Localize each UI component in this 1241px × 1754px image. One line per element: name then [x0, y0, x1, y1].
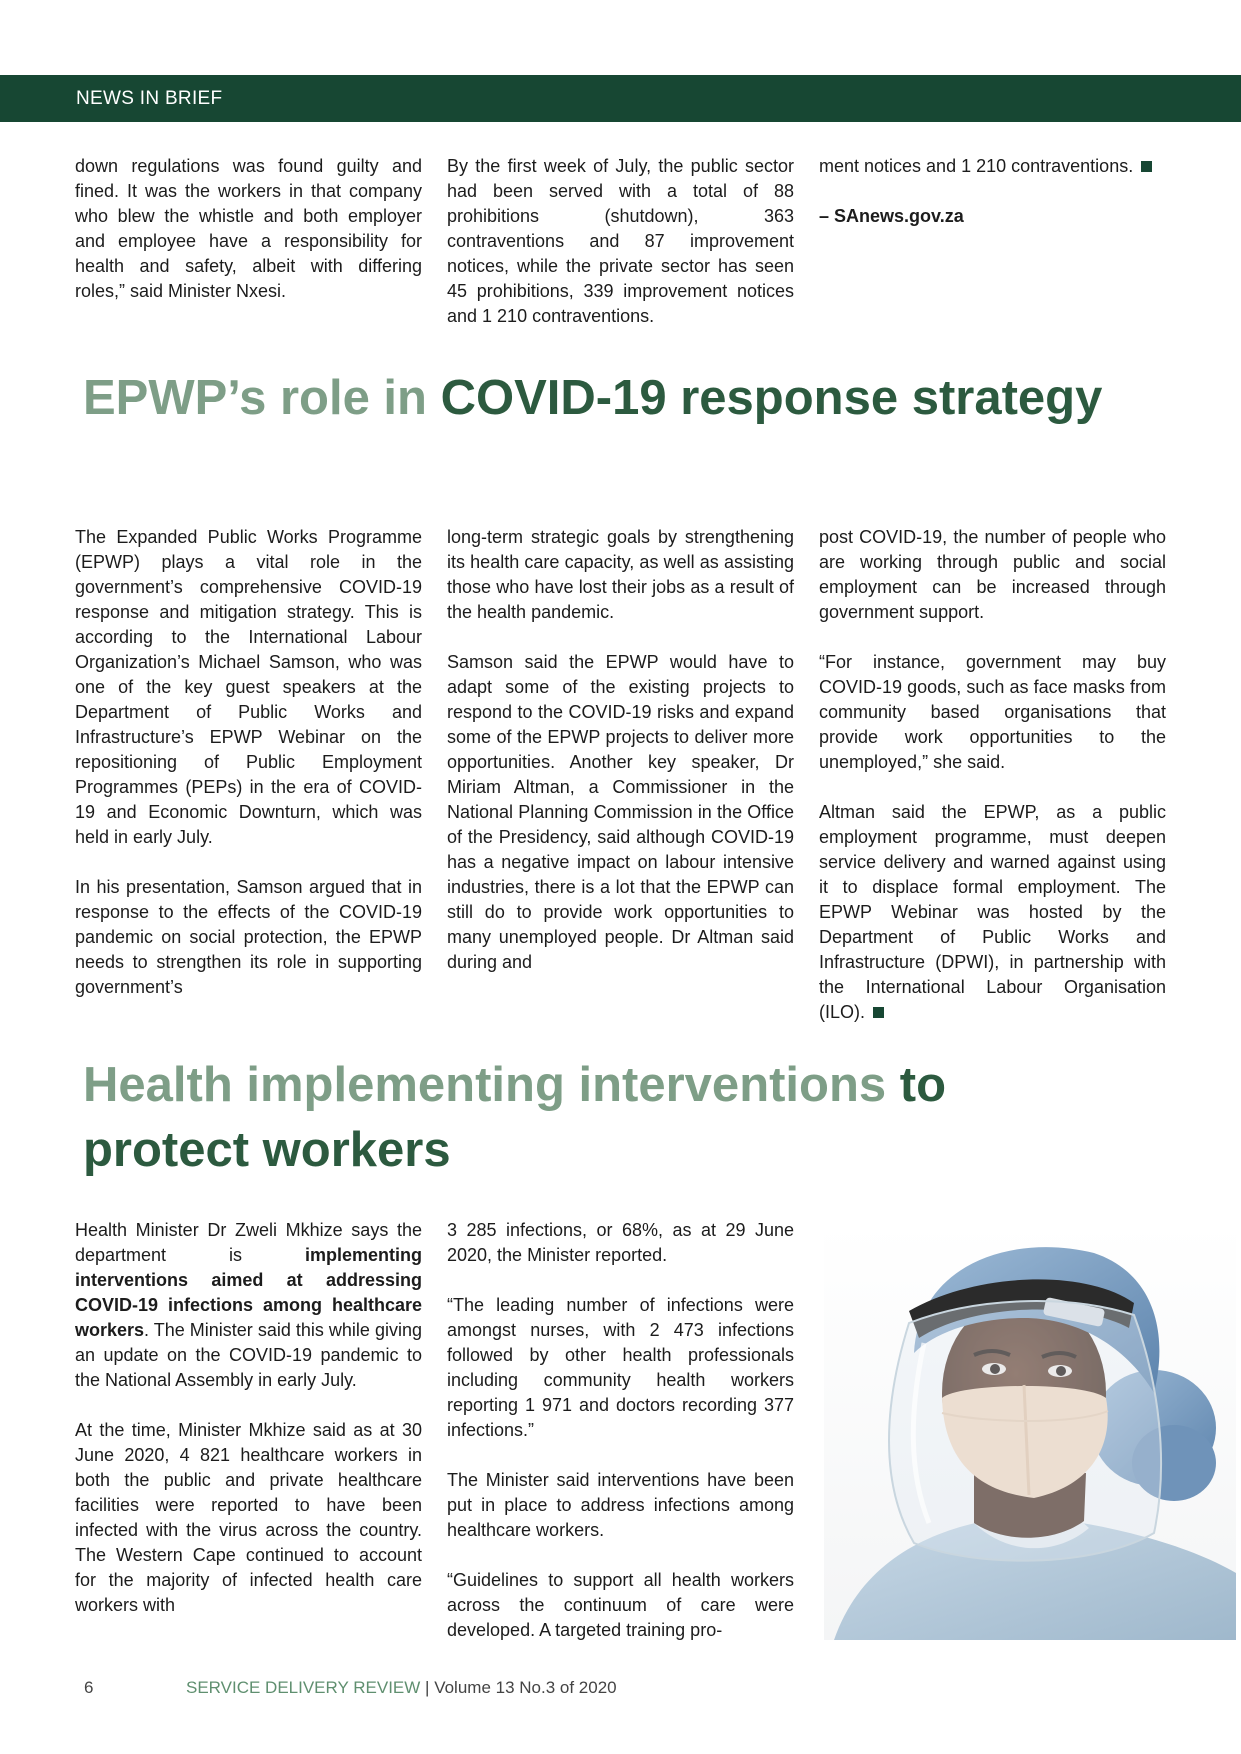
- article3-column-2: [447, 1218, 794, 1643]
- headline-dark-part: COVID-19 response strategy: [440, 371, 1103, 425]
- article3-paragraph: “The leading number of infections were amongst nurses, with 2 473 infections followed by other health professionals including community health workers reporting 1 971 and doctors recording 377 infections.”: [447, 1295, 794, 1440]
- headline-dark-part: to protect workers: [83, 1058, 947, 1177]
- issue-info: Volume 13 No.3 of 2020: [434, 1678, 617, 1697]
- article2-column-3: [819, 525, 1166, 1025]
- section-label: NEWS IN BRIEF: [76, 88, 223, 109]
- end-mark-icon: [1141, 161, 1152, 172]
- magazine-footer: [186, 1678, 617, 1698]
- article3-paragraph: The Minister said interventions have been put in place to address infections among healthcare workers.: [447, 1470, 794, 1540]
- magazine-name: SERVICE DELIVERY REVIEW: [186, 1678, 421, 1697]
- article2-paragraph: “For instance, government may buy COVID-19 goods, such as face masks from community based organisations that provide work opportunities to the unemployed,” she said.: [819, 652, 1166, 772]
- article2-paragraph: Samson said the EPWP would have to adapt some of the existing projects to respond to the COVID-19 risks and expand some of the EPWP projects to deliver more opportunities. Another key speaker, Dr Miriam Altman, a Commissioner in the National Planning Commission in the Office of the Presidency, said although COVID-19 has a negative impact on labour intensive industries, there is a lot that the EPWP can still do to provide work opportunities to many unemployed people. Dr Altman said during and: [447, 652, 794, 972]
- article1-paragraph: ment notices and 1 210 contraventions.: [819, 154, 1166, 179]
- page-number: 6: [84, 1678, 94, 1697]
- article2-headline: [83, 366, 1183, 431]
- section-band: [0, 75, 1241, 122]
- article2-column-2: [447, 525, 794, 975]
- article3-paragraph: “Guidelines to support all health workers across the continuum of care were developed. A targeted training pro-: [447, 1570, 794, 1640]
- article2-paragraph: long-term strategic goals by strengthening its health care capacity, as well as assisting those who have lost their jobs as a result of the health pandemic.: [447, 527, 794, 622]
- headline-light-part: Health implementing interventions: [83, 1058, 887, 1112]
- article2-paragraph: The Expanded Public Works Programme (EPWP) plays a vital role in the government’s comprehensive COVID-19 response and mitigation strategy. This is according to the International Labour Organization’s Michael Samson, who was one of the key guest speakers at the Department of Public Works and Infrastructure’s EPWP Webinar on the repositioning of Public Employment Programmes (PEPs) in the era of COVID-19 and Economic Downturn, which was held in early July.: [75, 527, 422, 847]
- article-credit: – SAnews.gov.za: [819, 206, 964, 226]
- article3-paragraph: At the time, Minister Mkhize said as at 30 June 2020, 4 821 healthcare workers in both the public and private healthcare facilities were reported to have been infected with the virus across the country. The Western Cape continued to account for the majority of infected health care workers with: [75, 1420, 422, 1615]
- footer-separator: |: [425, 1678, 430, 1697]
- headline-light-part: EPWP’s role in: [83, 371, 427, 425]
- article3-column-1: [75, 1218, 422, 1618]
- bold-lead: implementing interventions aimed at addressing COVID-19 infections among healthcare workers: [75, 1245, 422, 1340]
- article1-column-1: [75, 154, 422, 304]
- article2-paragraph: post COVID-19, the number of people who are working through public and social employment can be increased through government support.: [819, 527, 1166, 622]
- article2-paragraph: Altman said the EPWP, as a public employment programme, must deepen service delivery and warned against using it to displace formal employment. The EPWP Webinar was hosted by the Department of Public Works and Infrastructure (DPWI), in partnership with the International Labour Organisation (ILO).: [819, 802, 1166, 1022]
- end-mark-icon: [873, 1007, 884, 1018]
- article2-paragraph: In his presentation, Samson argued that in response to the effects of the COVID-19 pandemic on social protection, the EPWP needs to strengthen its role in supporting government’s: [75, 877, 422, 997]
- article1-column-2: [447, 154, 794, 326]
- article1-paragraph: down regulations was found guilty and fined. It was the workers in that company who blew the whistle and both employer and employee have a responsibility for health and safety, albeit with differing roles,” said Minister Nxesi.: [75, 156, 422, 301]
- health-worker-photo: [824, 1223, 1236, 1640]
- article2-column-1: [75, 525, 422, 1000]
- article3-paragraph: 3 285 infections, or 68%, as at 29 June 2020, the Minister reported.: [447, 1220, 794, 1265]
- article1-paragraph: By the first week of July, the public sector had been served with a total of 88 prohibitions (shutdown), 363 contraventions and 87 improvement notices, while the private sector has seen 45 prohibitions, 339 improvement notices and 1 210 contraventions.: [447, 156, 794, 326]
- article3-headline: [83, 1053, 1043, 1183]
- article3-paragraph: Health Minister Dr Zweli Mkhize says the department is implementing interventions aimed at addressing COVID-19 infections among healthcare workers. The Minister said this while giving an update on the COVID-19 pandemic to the National Assembly in early July.: [75, 1220, 422, 1390]
- article1-column-3: [819, 154, 1166, 229]
